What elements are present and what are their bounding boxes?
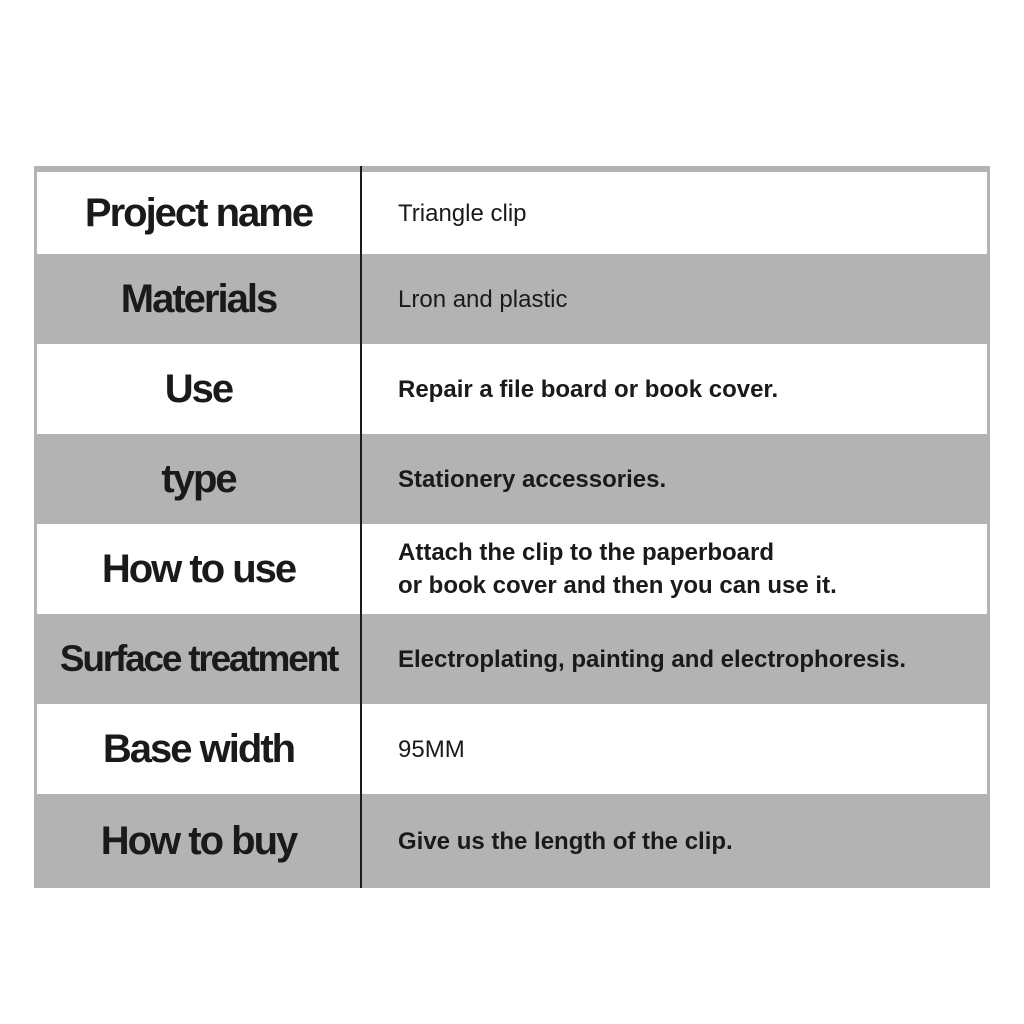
row-label: How to buy [37, 794, 360, 888]
column-divider [360, 166, 362, 888]
row-value: Give us the length of the clip. [362, 794, 987, 888]
table-row [34, 794, 990, 888]
table-row [34, 614, 990, 704]
row-value: Repair a file board or book cover. [362, 344, 987, 434]
row-value [362, 524, 987, 614]
table-row [34, 172, 990, 254]
value-line: or book cover and then you can use it. [398, 572, 837, 599]
table-row [34, 254, 990, 344]
table-row [34, 434, 990, 524]
row-label: Project name [37, 172, 360, 254]
row-label: Materials [37, 254, 360, 344]
row-label: Use [37, 344, 360, 434]
row-value: Triangle clip [362, 172, 987, 254]
row-value: 95MM [362, 704, 987, 794]
table-row [34, 524, 990, 614]
row-value: Lron and plastic [362, 254, 987, 344]
table-row [34, 704, 990, 794]
row-label: Base width [37, 704, 360, 794]
row-value: Stationery accessories. [362, 434, 987, 524]
value-lines [398, 536, 837, 602]
spec-table [34, 166, 990, 888]
row-label: How to use [37, 524, 360, 614]
row-label: Surface treatment [37, 614, 360, 704]
row-value: Electroplating, painting and electrophoresis. [362, 614, 987, 704]
table-row [34, 344, 990, 434]
value-line: Attach the clip to the paperboard [398, 539, 775, 566]
row-label: type [37, 434, 360, 524]
